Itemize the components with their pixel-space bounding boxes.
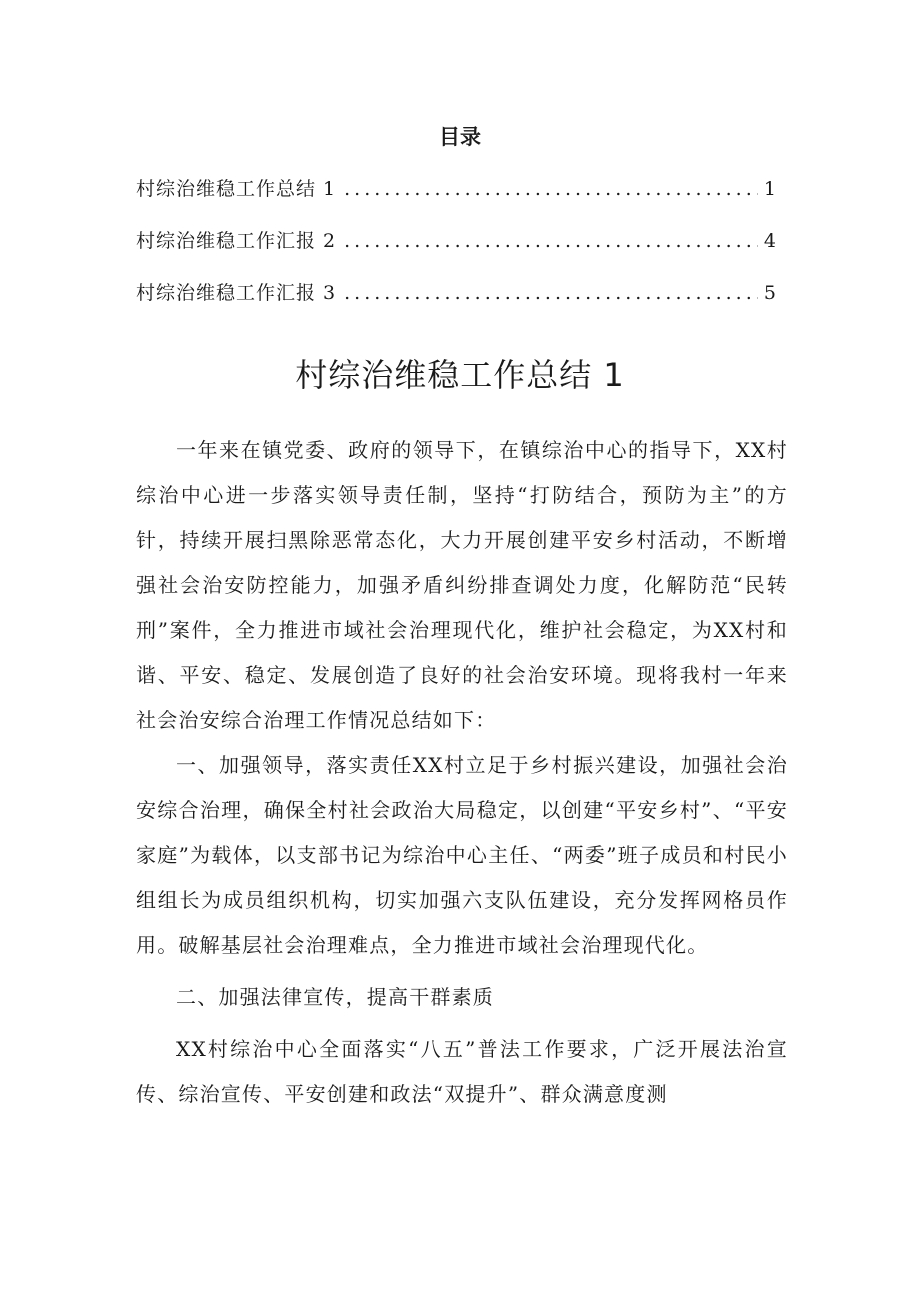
document-title: 村综治维稳工作总结 1 — [295, 356, 625, 394]
toc-entry-label: 村综治维稳工作汇报 2 — [136, 230, 337, 252]
toc-entry[interactable] — [136, 172, 776, 224]
toc-entry-page: 4 — [763, 230, 776, 252]
section-heading-2: 二、加强法律宣传，提高干群素质 — [176, 985, 494, 1009]
paragraph-intro: 一年来在镇党委、政府的领导下，在镇综治中心的指导下，XX村综治中心进一步落实领导责任制，坚持“打防结合，预防为主”的方针，持续开展扫黑除恶常态化，大力开展创建平安乡村活动，不断增强社会治安防控能力，加强矛盾纠纷排查调处力度，化解防范“民转刑”案件，全力推进市域社会治理现代化，维护社会稳定，为XX村和谐、平安、稳定、发展创造了良好的社会治安环境。现将我村一年来社会治安综合治理工作情况总结如下： — [136, 438, 788, 732]
paragraph-section-2: XX村综治中心全面落实“八五”普法工作要求，广泛开展法治宣传、综治宣传、平安创建和政法“双提升”、群众满意度测 — [136, 1037, 788, 1106]
table-of-contents — [136, 172, 776, 328]
toc-entry[interactable] — [136, 224, 776, 276]
toc-dot-leader — [344, 276, 758, 310]
toc-title: 目录 — [439, 125, 481, 149]
toc-dot-leader — [344, 172, 758, 206]
toc-dot-leader — [344, 224, 758, 258]
document-body — [136, 428, 788, 1117]
paragraph-section-1: 一、加强领导，落实责任XX村立足于乡村振兴建设，加强社会治安综合治理，确保全村社会政治大局稳定，以创建“平安乡村”、“平安家庭”为载体，以支部书记为综治中心主任、“两委”班子成员和村民小组组长为成员组织机构，切实加强六支队伍建设，充分发挥网格员作用。破解基层社会治理难点，全力推进市域社会治理现代化。 — [136, 753, 788, 957]
toc-entry[interactable] — [136, 276, 776, 328]
toc-entry-page: 5 — [763, 282, 776, 304]
toc-entry-label: 村综治维稳工作总结 1 — [136, 178, 337, 200]
toc-entry-label: 村综治维稳工作汇报 3 — [136, 282, 337, 304]
toc-entry-page: 1 — [763, 178, 776, 200]
